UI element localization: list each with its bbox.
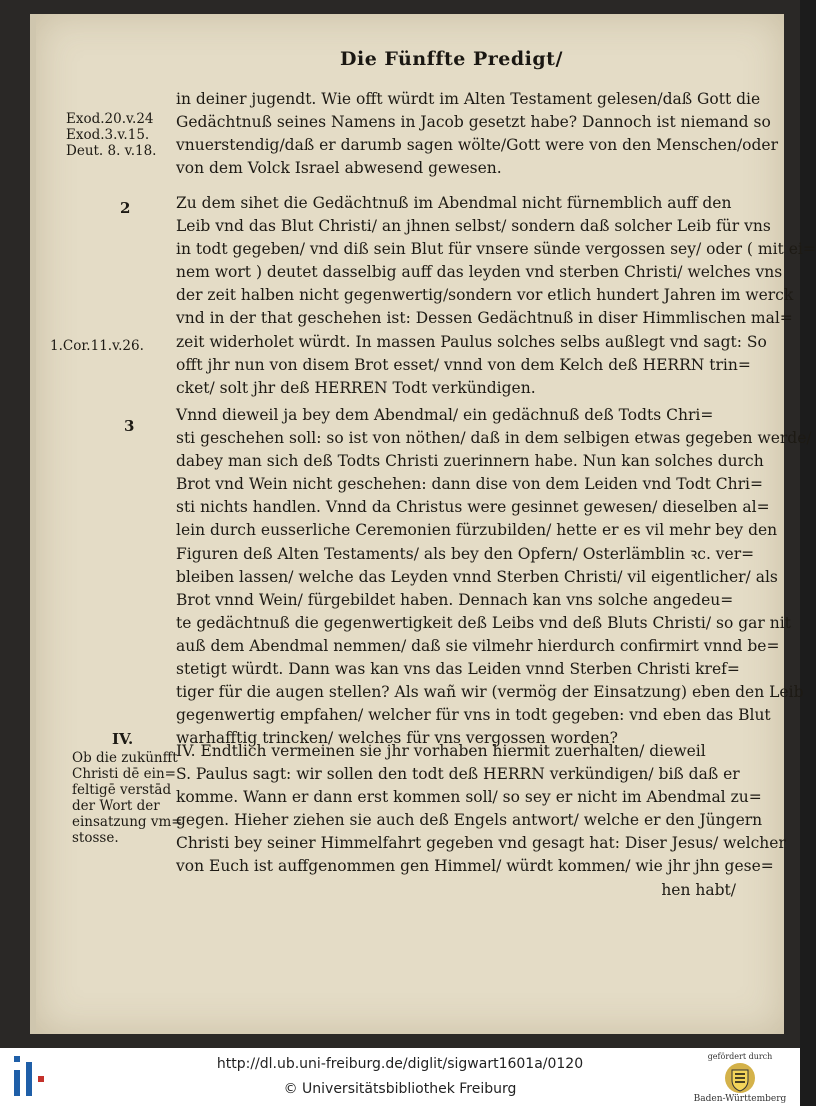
paragraph-number-3: 3	[124, 417, 135, 435]
margin-line: Deut. 8. v.18.	[66, 143, 157, 159]
text-line: gegen. Hieher ziehen sie auch deß Engels antwort/ welche er den Jüngern	[176, 811, 763, 830]
viewer-footer	[0, 1048, 800, 1106]
text-line: vnuerstendig/daß er darumb sagen wölte/Gott were von den Menschen/oder	[176, 136, 779, 155]
text-line: zeit widerholet würdt. In massen Paulus solches selbs außlegt vnd sagt: So	[176, 332, 767, 351]
text-line: hen habt/	[661, 880, 736, 899]
text-line: Christi bey seiner Himmelfahrt gegeben vnd gesagt hat: Diser Jesus/ welcher	[176, 834, 786, 853]
paragraph-3	[176, 404, 812, 750]
text-line: bleiben lassen/ welche das Leyden vnnd Sterben Christi/ vil eigentlicher/ als	[176, 567, 778, 586]
margin-line: Exod.20.v.24	[66, 111, 154, 127]
margin-line: stosse.	[72, 830, 119, 846]
roman-numeral-4: IV.	[112, 730, 134, 748]
text-line: tiger für die augen stellen? Als wañ wir (vermög der Einsatzung) eben den Leib	[176, 683, 804, 702]
margin-line: der Wort der	[72, 798, 160, 814]
text-line: S. Paulus sagt: wir sollen den todt deß HERRN verkündigen/ biß daß er	[176, 765, 740, 784]
running-head: Die Fünffte Predigt/	[340, 48, 563, 70]
text-line: offt jhr nun von disem Brot esset/ vnnd von dem Kelch deß HERRN trin=	[176, 355, 751, 374]
margin-line: Exod.3.v.15.	[66, 127, 150, 143]
sponsor-logo	[690, 1052, 790, 1104]
sponsor-label: gefördert durch	[707, 1052, 773, 1061]
text-line: sti nichts handlen. Vnnd da Christus were gesinnet gewesen/ dieselben al=	[176, 498, 770, 517]
margin-note-4	[72, 750, 183, 846]
text-line: nem wort ) deutet dasselbig auff das leyden vnd sterben Christi/ welches vns	[176, 263, 783, 282]
text-line: in todt gegeben/ vnd diß sein Blut für vnsere sünde vergossen sey/ oder ( mit ei=	[176, 240, 816, 259]
text-line: auß dem Abendmal nemmen/ daß sie vilmehr hierdurch confirmirt vnnd be=	[176, 636, 780, 655]
paragraph-number-2: 2	[120, 199, 131, 217]
text-line: te gedächtnuß die gegenwertigkeit deß Leibs vnd deß Bluts Christi/ so gar nit	[176, 613, 791, 632]
paragraph-2	[176, 192, 816, 400]
text-line: stetigt würdt. Dann was kan vns das Leiden vnnd Sterben Christi kref=	[176, 660, 740, 679]
sponsor-name: Baden-Württemberg	[693, 1094, 787, 1104]
text-line: cket/ solt jhr deß HERREN Todt verkündigen.	[176, 378, 536, 397]
paragraph-4	[176, 740, 786, 902]
text-line: von Euch ist auffgenommen gen Himmel/ würdt kommen/ wie jhr jhn gese=	[176, 857, 774, 876]
text-line: Brot vnd Wein nicht geschehen: dann dise von dem Leiden vnd Todt Chri=	[176, 475, 763, 494]
margin-line: Christi dē ein=	[72, 766, 176, 782]
margin-line: Ob die zukünfft	[72, 750, 178, 766]
text-line: von dem Volck Israel abwesend gewesen.	[176, 159, 502, 178]
text-line: gegenwertig empfahen/ welcher für vns in todt gegeben: vnd eben das Blut	[176, 706, 771, 725]
text-line: vnd in der that geschehen ist: Dessen Gedächtnuß in diser Himmlischen mal=	[176, 309, 793, 328]
text-line: der zeit halben nicht gegenwertig/sondern vor etlich hundert Jahren im werck	[176, 286, 794, 305]
text-line: dabey man sich deß Todts Christi zuerinnern habe. Nun kan solches durch	[176, 452, 764, 471]
paragraph-1	[176, 88, 779, 180]
text-line: Brot vnnd Wein/ fürgebildet haben. Dennach kan vns solche angedeu=	[176, 590, 734, 609]
copyright-notice: © Universitätsbibliothek Freiburg	[283, 1081, 517, 1097]
text-line: warhafftig trincken/ welches für vns vergossen worden?	[176, 729, 618, 748]
margin-note-2: 1.Cor.11.v.26.	[50, 338, 144, 354]
text-line: Vnnd dieweil ja bey dem Abendmal/ ein gedächnuß deß Todts Chri=	[176, 406, 714, 424]
text-line: Zu dem sihet die Gedächtnuß im Abendmal nicht fürnemblich auff den	[176, 194, 732, 212]
text-line: Gedächtnuß seines Namens in Jacob gesetzt habe? Dannoch ist niemand so	[176, 113, 771, 132]
text-line: Figuren deß Alten Testaments/ als bey den Opfern/ Osterlämblin ꝛc. ver=	[176, 544, 755, 563]
text-line: sti geschehen soll: so ist von nöthen/ daß in dem selbigen etwas gegeben werde/	[176, 429, 812, 448]
text-line: in deiner jugendt. Wie offt würdt im Alten Testament gelesen/daß Gott die	[176, 90, 761, 108]
margin-line: einsatzung vm=	[72, 814, 183, 830]
margin-line: feltigē verstād	[72, 782, 172, 798]
coat-of-arms-icon	[724, 1062, 756, 1094]
text-line: komme. Wann er dann erst kommen soll/ so sey er nicht im Abendmal zu=	[176, 788, 762, 807]
permalink-url[interactable]: http://dl.ub.uni-freiburg.de/diglit/sigwart1601a/0120	[216, 1056, 584, 1072]
text-line: lein durch eusserliche Ceremonien fürzubilden/ hette er es vil mehr bey den	[176, 521, 778, 540]
margin-note-1	[66, 111, 156, 159]
text-line: Leib vnd das Blut Christi/ an jhnen selbst/ sondern daß solcher Leib für vns	[176, 217, 771, 236]
text-line: IV. Endtlich vermeinen sie jhr vorhaben hiermit zuerhalten/ dieweil	[176, 742, 706, 760]
